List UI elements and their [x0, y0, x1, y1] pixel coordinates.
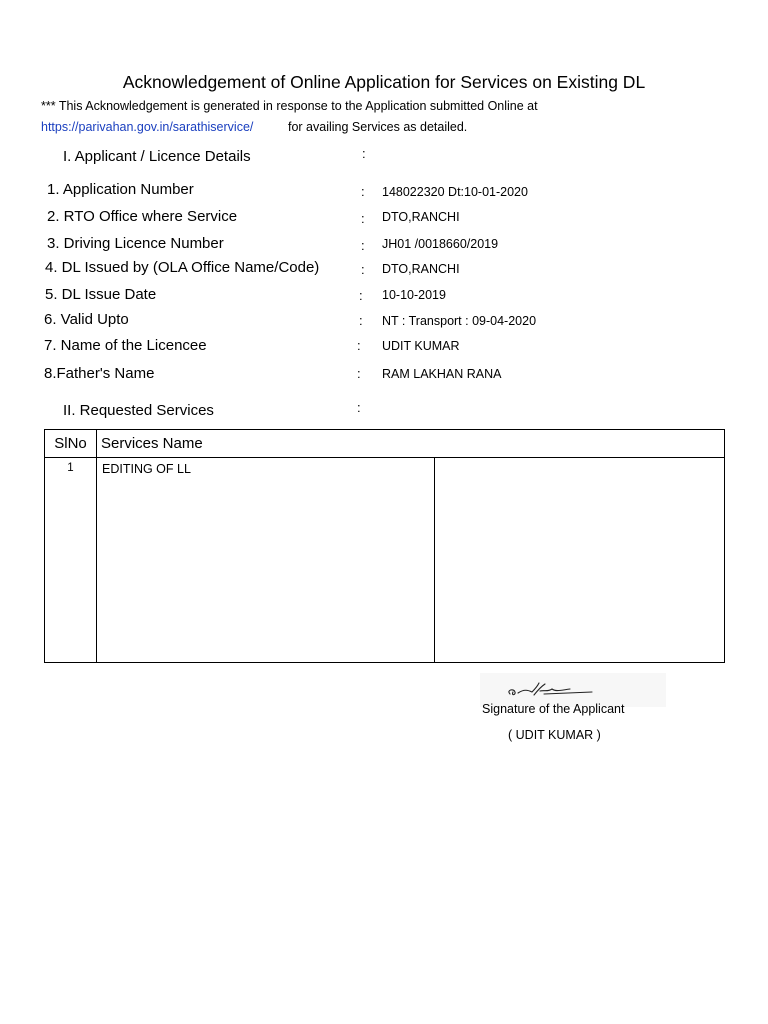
- page-title: Acknowledgement of Online Application for Services on Existing DL: [122, 72, 646, 92]
- applicant-name: ( UDIT KUMAR ): [508, 728, 601, 742]
- rto-office-label: 2. RTO Office where Service: [47, 208, 238, 225]
- licencee-name-label: 7. Name of the Licencee: [44, 337, 207, 354]
- dl-issued-by-value: DTO,RANCHI: [382, 262, 460, 276]
- acknowledgement-note-tail: for availing Services as detailed.: [288, 120, 468, 134]
- row-colon: :: [357, 338, 361, 353]
- table-column-divider: [96, 430, 97, 662]
- signature-caption: Signature of the Applicant: [482, 702, 625, 716]
- valid-upto-value: NT : Transport : 09-04-2020: [382, 314, 537, 328]
- fathers-name-label: 8.Father's Name: [44, 365, 155, 382]
- dl-issue-date-label: 5. DL Issue Date: [45, 286, 157, 303]
- section1-heading: I. Applicant / Licence Details: [63, 148, 251, 165]
- section2-colon: :: [357, 400, 361, 415]
- row-colon: :: [361, 238, 365, 253]
- dl-issued-by-label: 4. DL Issued by (OLA Office Name/Code): [45, 259, 320, 276]
- row-colon: :: [359, 313, 363, 328]
- applicant-signature: [504, 680, 600, 702]
- table-row-slno: 1: [67, 462, 74, 474]
- acknowledgement-note: *** This Acknowledgement is generated in response to the Application submitted Online at: [41, 99, 538, 113]
- rto-office-value: DTO,RANCHI: [382, 210, 460, 224]
- row-colon: :: [357, 366, 361, 381]
- row-colon: :: [361, 262, 365, 277]
- section2-heading: II. Requested Services: [63, 402, 214, 419]
- dl-number-value: JH01 /0018660/2019: [382, 237, 499, 251]
- table-header-divider: [45, 457, 724, 458]
- section1-colon: :: [362, 146, 366, 161]
- application-number-label: 1. Application Number: [47, 181, 194, 198]
- row-colon: :: [361, 211, 365, 226]
- dl-number-label: 3. Driving Licence Number: [47, 235, 224, 252]
- valid-upto-label: 6. Valid Upto: [44, 311, 129, 328]
- licencee-name-value: UDIT KUMAR: [382, 339, 460, 353]
- services-name-header: Services Name: [101, 435, 203, 452]
- row-colon: :: [359, 288, 363, 303]
- row-colon: :: [361, 184, 365, 199]
- application-number-value: 148022320 Dt:10-01-2020: [382, 185, 528, 199]
- sarathi-service-link[interactable]: https://parivahan.gov.in/sarathiservice/: [41, 120, 254, 134]
- slno-header: SlNo: [54, 435, 87, 452]
- dl-issue-date-value: 10-10-2019: [382, 288, 446, 302]
- requested-services-table: [44, 429, 725, 663]
- table-column-divider: [434, 458, 435, 662]
- table-row-service: EDITING OF LL: [102, 462, 191, 476]
- fathers-name-value: RAM LAKHAN RANA: [382, 367, 502, 381]
